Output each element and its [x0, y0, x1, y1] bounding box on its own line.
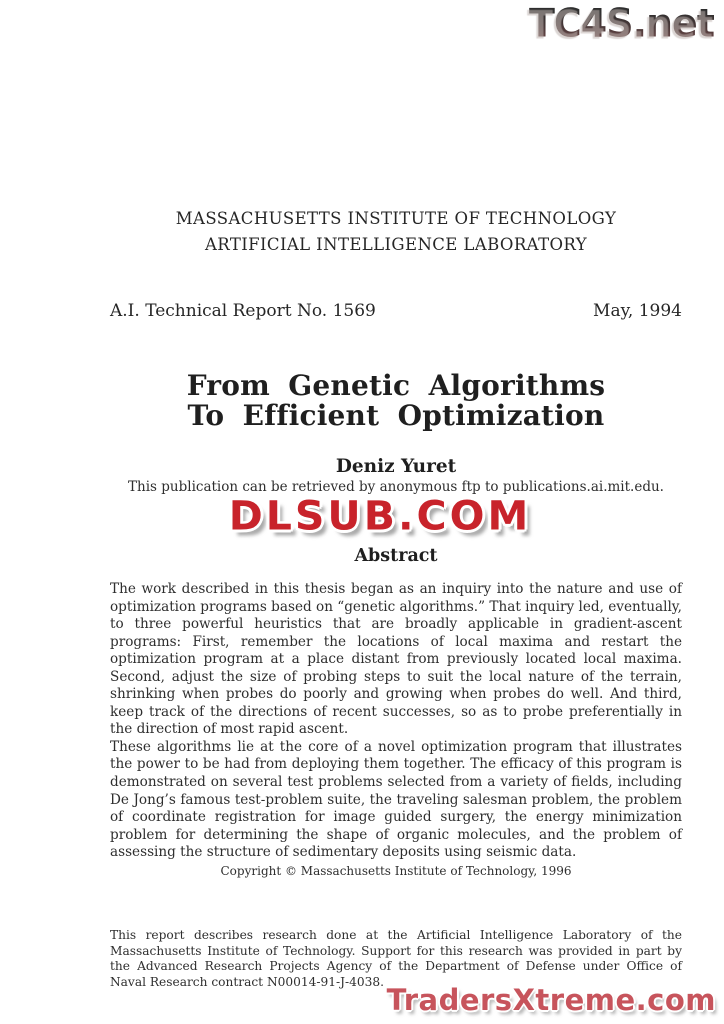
report-number: A.I. Technical Report No. 1569 — [110, 301, 376, 321]
report-meta-row — [110, 301, 682, 321]
document-title — [110, 371, 682, 431]
document-title-line1: From Genetic Algorithms — [186, 369, 606, 402]
retrieval-note: This publication can be retrieved by anonymous ftp to publications.ai.mit.edu. — [128, 479, 664, 495]
author-name: Deniz Yuret — [335, 456, 457, 477]
copyright-notice: Copyright © Massachusetts Institute of Technology, 1996 — [220, 864, 572, 878]
dlsub-watermark-logo: DLSUB.COM — [228, 492, 532, 540]
tradersxtreme-watermark-logo: TradersXtreme.com — [386, 983, 716, 1017]
document-title-line2: To Efficient Optimization — [187, 399, 605, 432]
tc4s-watermark-logo: TC4S.net — [528, 0, 714, 46]
report-date: May, 1994 — [593, 301, 682, 321]
abstract-paragraph-1: The work described in this thesis began as an inquiry into the nature and use of optimization programs based on “genetic algorithms.” That inquiry led, eventually, to three powerful heuristics that are broadly applicable in gradient-ascent programs: First, remember the locations of local maxima and restart the optimization program at a place distant from previously located local maxima. Second, adjust the size of probing steps to suit the local nature of the terrain, shrinking when probes do poorly and growing when probes do well. And third, keep track of the directions of recent successes, so as to probe preferentially in the direction of most rapid ascent. — [110, 581, 682, 738]
abstract-heading: Abstract — [354, 546, 438, 566]
funding-acknowledgement: This report describes research done at the Artificial Intelligence Laboratory of the Massachusetts Institute of Technology. Support for this research was provided in part by the Advanced Research Projects Agency of the Department of Defense under Office of Naval Research contract N00014-91-J-4038. — [110, 928, 682, 990]
institution-header — [110, 206, 682, 258]
abstract-body — [110, 581, 682, 862]
abstract-paragraph-2: These algorithms lie at the core of a novel optimization program that illustrates the power to be had from deploying them together. The efficacy of this program is demonstrated on several test problems selected from a variety of fields, including De Jong’s famous test-problem suite, the traveling salesman problem, the problem of coordinate registration for image guided surgery, the energy minimization problem for determining the shape of organic molecules, and the problem of assessing the structure of sedimentary deposits using seismic data. — [110, 738, 682, 861]
institution-line1: MASSACHUSETTS INSTITUTE OF TECHNOLOGY — [175, 209, 617, 228]
institution-line2: ARTIFICIAL INTELLIGENCE LABORATORY — [204, 235, 588, 254]
